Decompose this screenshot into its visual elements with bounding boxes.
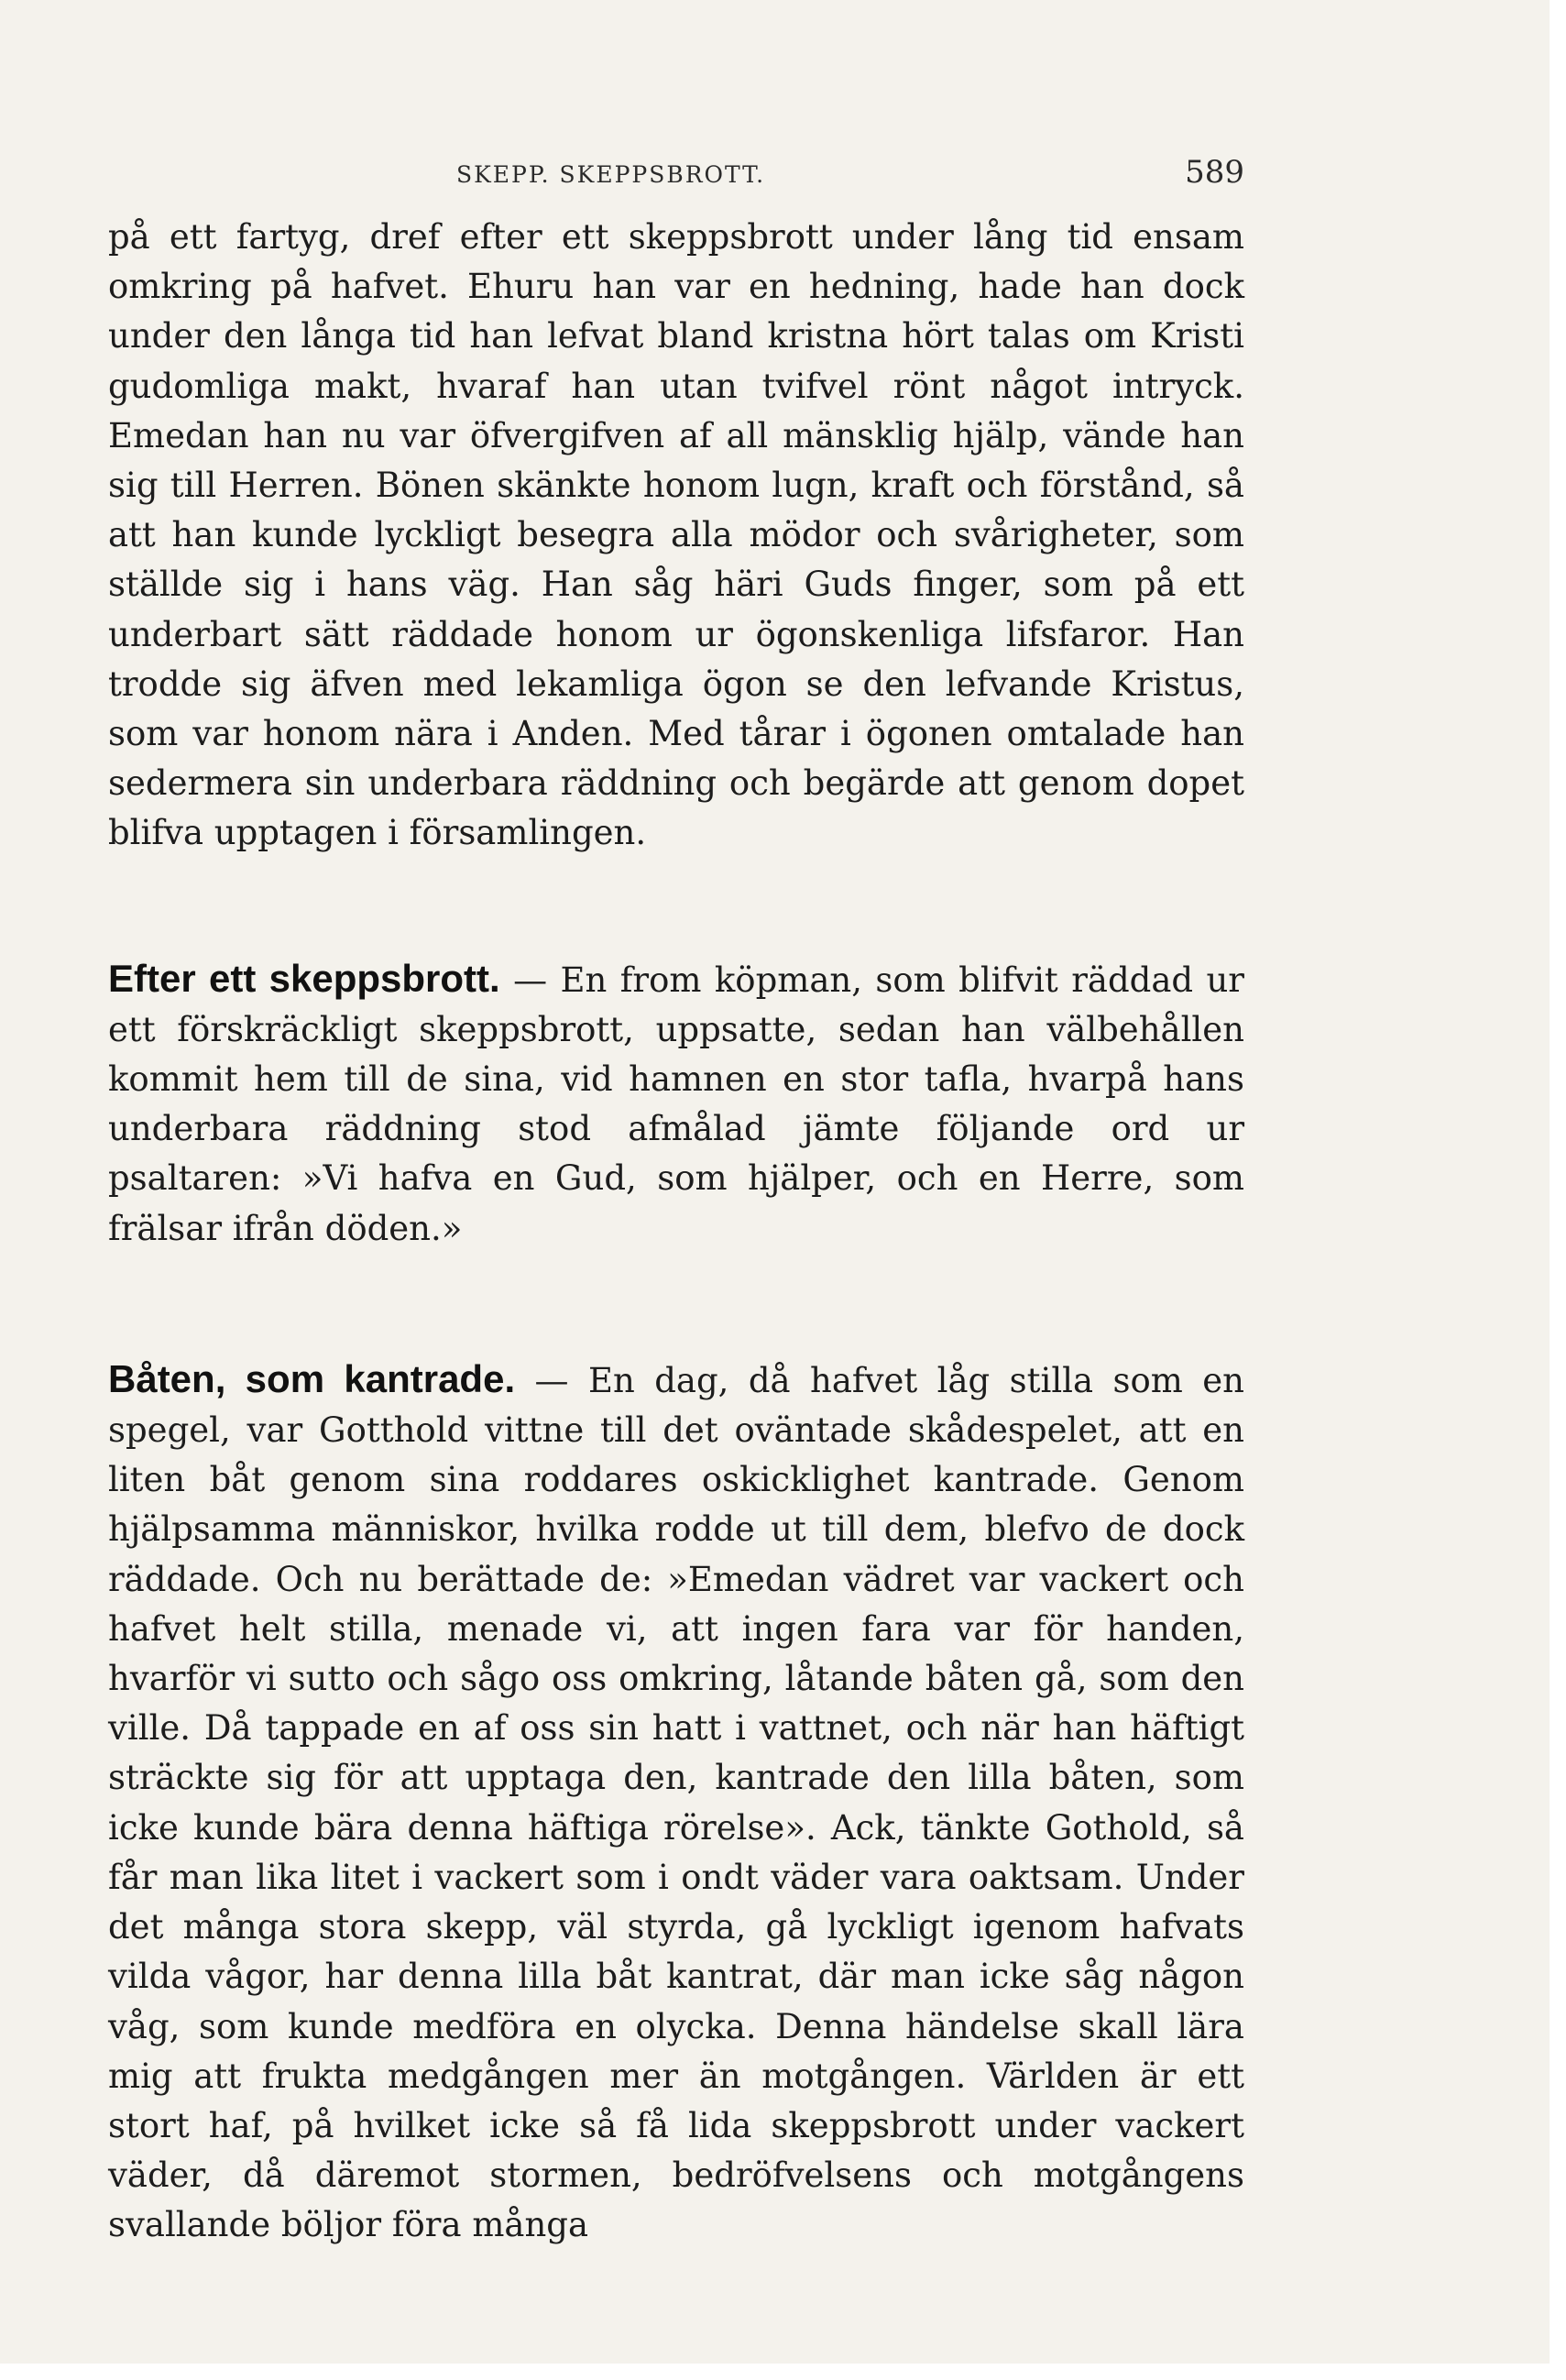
body-text: [108, 213, 1244, 2251]
section-heading: Efter ett skeppsbrott.: [108, 956, 500, 1000]
paragraph-text: — En dag, då hafvet låg stilla som en spegel, var Gotthold vittne till det oväntade skådespelet, att en liten båt genom sina roddares oskicklighet kantrade. Genom hjälpsamma människor, hvilka rodde ut till dem, blefvo de dock räddade. Och nu berättade de: »Emedan vädret var vackert och hafvet helt stilla, menade vi, att ingen fara var för handen, hvarför vi sutto och sågo oss omkring, låtande båten gå, som den ville. Då tappade en af oss sin hatt i vattnet, och när han häftigt sträckte sig för att upptaga den, kantrade den lilla båten, som icke kunde bära denna häftiga rörelse». Ack, tänkte Gothold, så får man lika litet i vackert som i ondt väder vara oaktsam. Under det många stora skepp, väl styrda, gå lyckligt igenom hafvats vilda vågor, har denna lilla båt kantrat, där man icke såg någon våg, som kunde medföra en olycka. Denna händelse skall lära mig att frukta medgången mer än motgången. Världen är ett stort haf, på hvilket icke så få lida skeppsbrott under vackert väder, då däremot stormen, bedröfvelsens och motgångens svallande böljor föra många: [108, 1360, 1244, 2245]
paragraph-gap: [108, 859, 1244, 954]
paragraph-text: på ett fartyg, dref efter ett skeppsbrott under lång tid ensam omkring på hafvet. Ehuru han var en hedning, hade han dock under den långa tid han lefvat bland kristna hört talas om Kristi gudomliga makt, hvaraf han utan tvifvel rönt något intryck. Emedan han nu var öfvergifven af all mänsklig hjälp, vände han sig till Herren. Bönen skänkte honom lugn, kraft och förstånd, så att han kunde lyckligt besegra alla mödor och svårigheter, som ställde sig i hans väg. Han såg häri Guds finger, som på ett underbart sätt räddade honom ur ögonskenliga lifsfaror. Han trodde sig äfven med lekamliga ögon se den lefvande Kristus, som var honom nära i Anden. Med tårar i ögonen omtalade han sedermera sin underbara räddning och begärde att genom dopet blifva upptagen i församlingen.: [108, 217, 1244, 853]
section-heading: Båten, som kantrade.: [108, 1356, 516, 1400]
paragraph-efter-ett-skeppsbrott: [108, 954, 1244, 1254]
scan-edge-bottom: [0, 2364, 1566, 2380]
paragraph-text: — En from köpman, som blifvit räddad ur ett förskräckligt skeppsbrott, uppsatte, sedan han välbehållen kommit hem till de sina, vid hamnen en stor tafla, hvarpå hans underbara räddning stod afmålad jämte följande ord ur psaltaren: »Vi hafva en Gud, som hjälper, och en Herre, som frälsar ifrån döden.»: [108, 960, 1244, 1248]
page-header: [108, 154, 1244, 200]
paragraph-baten-som-kantrade: [108, 1355, 1244, 2251]
scan-edge-right: [1550, 0, 1566, 2380]
paragraph-gap: [108, 1254, 1244, 1355]
running-head: SKEPP. SKEPPSBROTT.: [456, 161, 766, 188]
page-number: 589: [1185, 154, 1244, 191]
paragraph-continuation: [108, 213, 1244, 859]
